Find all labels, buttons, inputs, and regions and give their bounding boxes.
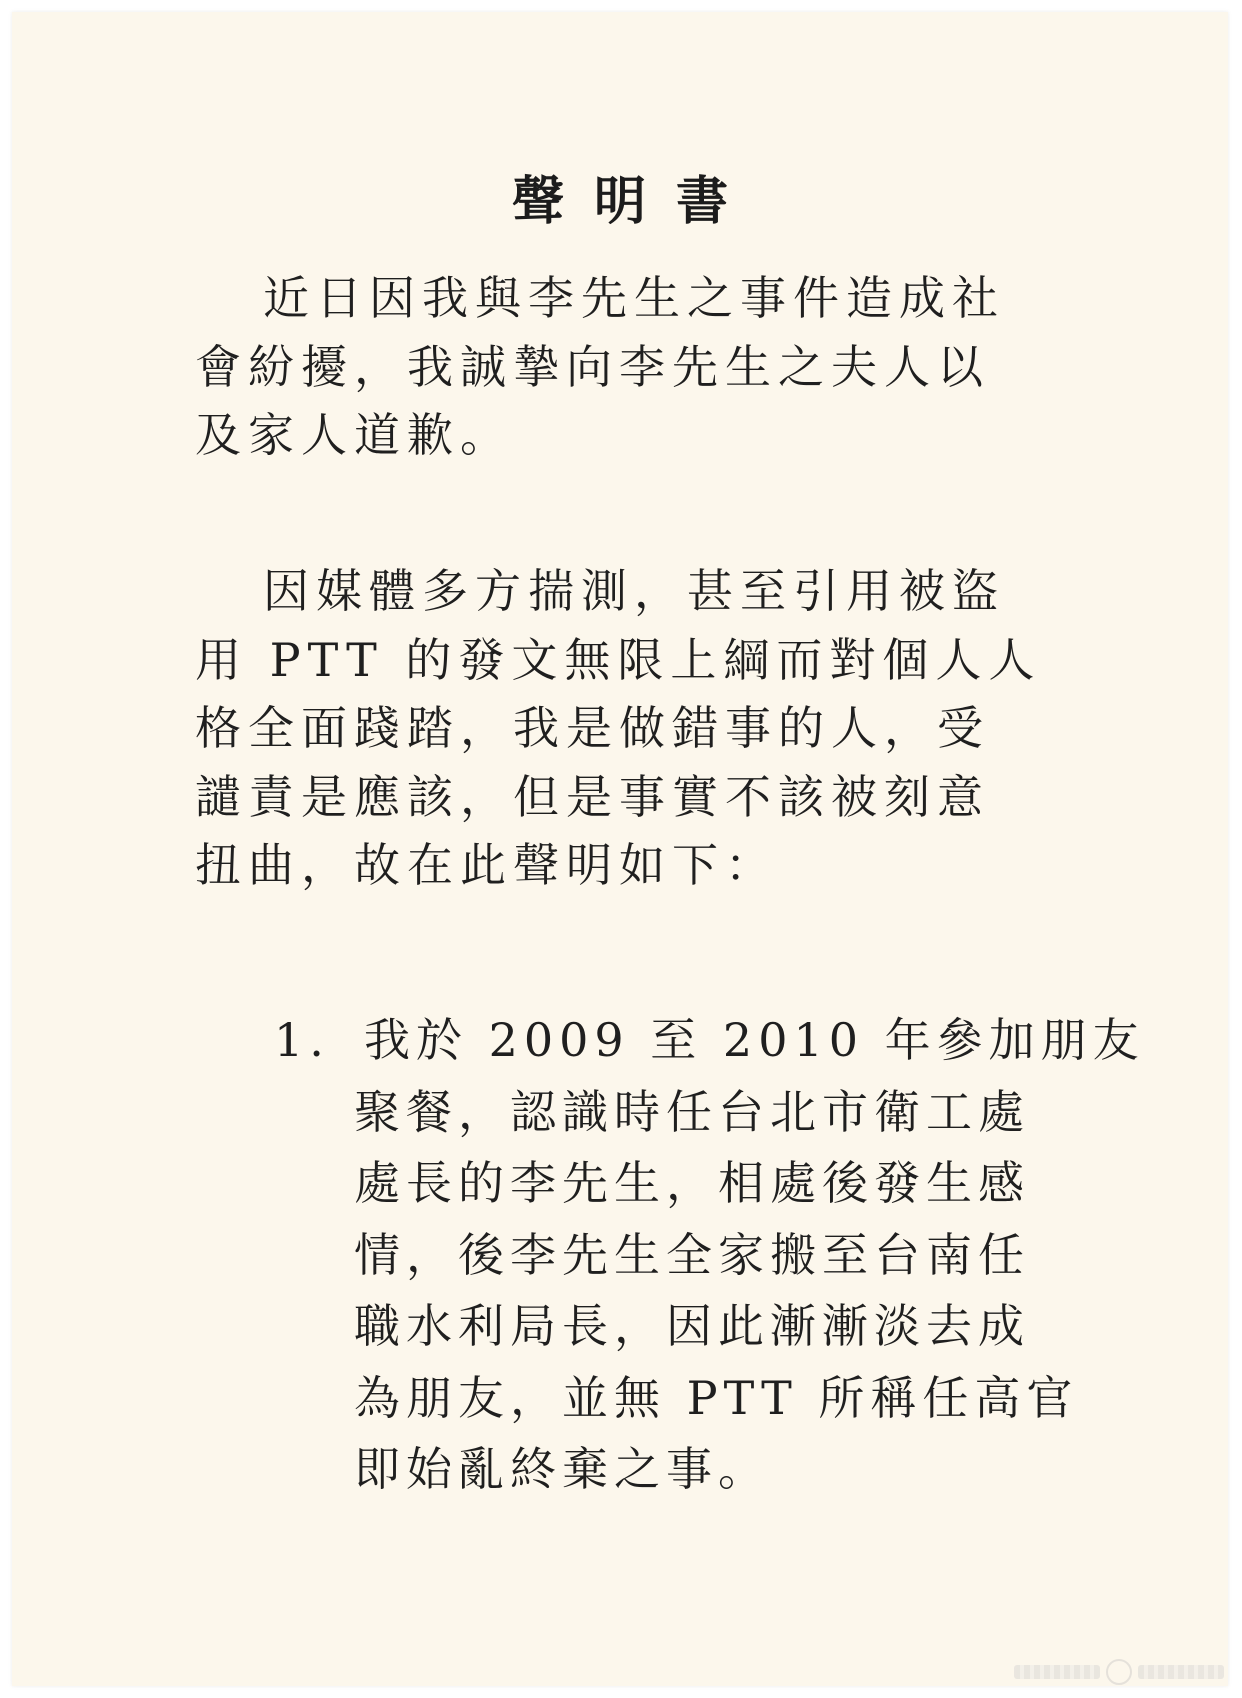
- text-line: 即始亂終棄之事。: [354, 1442, 770, 1496]
- text-line: 情，後李先生全家搬至台南任: [354, 1227, 1030, 1282]
- document-page: [12, 12, 1228, 1686]
- paragraph-apology: [195, 264, 1005, 470]
- text-line: 譴責是應該，但是事實不該被刻意: [195, 769, 990, 824]
- watermark-bar: [1138, 1665, 1224, 1679]
- document-title: 聲明書: [511, 171, 758, 232]
- text-line: 聚餐，認識時任台北市衛工處: [354, 1084, 1030, 1139]
- paragraph-statement-intro: [195, 557, 1041, 900]
- text-line: 及家人道歉。: [195, 408, 513, 462]
- text-line: 格全面踐踏，我是做錯事的人，受: [195, 701, 990, 755]
- text-line: 扭曲，故在此聲明如下：: [195, 838, 778, 892]
- text-line: 我於 2009 至 2010 年參加朋友: [364, 1013, 1145, 1067]
- item-body: [354, 1005, 1145, 1506]
- text-line: 為朋友，並無 PTT 所稱任高官: [354, 1370, 1079, 1425]
- text-line: 近日因我與李先生之事件造成社: [263, 271, 1005, 325]
- text-line: 用 PTT 的發文無限上綱而對個人人: [195, 632, 1042, 687]
- watermark: [1014, 1658, 1224, 1686]
- watermark-circle-icon: [1106, 1659, 1132, 1685]
- text-line: 因媒體多方揣測，甚至引用被盜: [263, 564, 1005, 618]
- text-line: 職水利局長，因此漸漸淡去成: [354, 1299, 1030, 1353]
- text-line: 會紛擾，我誠摯向李先生之夫人以: [195, 339, 990, 394]
- text-line: 處長的李先生，相處後發生感: [354, 1156, 1030, 1210]
- watermark-bar: [1014, 1665, 1100, 1679]
- item-number: 1.: [274, 1013, 330, 1067]
